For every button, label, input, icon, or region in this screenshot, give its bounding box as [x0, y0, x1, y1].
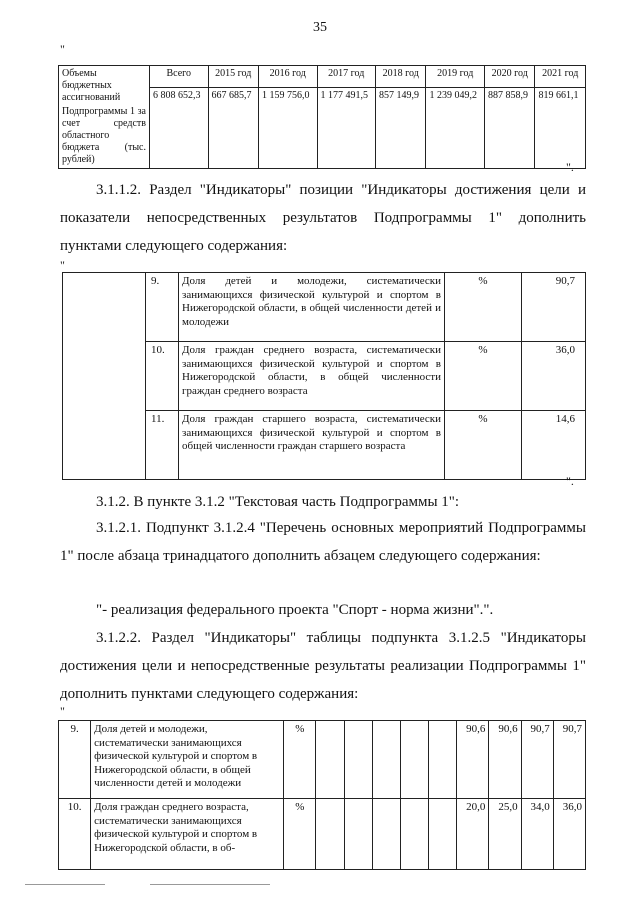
indicator-value: 25,0 [489, 799, 521, 870]
page-number: 35 [313, 20, 327, 35]
budget-col-header: 2021 год [535, 66, 586, 88]
empty-cell [344, 799, 372, 870]
budget-col-header: 2018 год [376, 66, 426, 88]
empty-cell [429, 799, 457, 870]
empty-cell [400, 721, 428, 799]
budget-value: 819 661,1 [535, 87, 586, 168]
empty-cell [344, 721, 372, 799]
indicator-value: 36,0 [522, 342, 586, 411]
budget-col-header: 2017 год [317, 66, 376, 88]
paragraph-3-1-2-2: 3.1.2.2. Раздел "Индикаторы" таблицы подпункта 3.1.2.5 "Индикаторы достижения цели и непосредственные результаты реализации Подпрограммы 1" дополнить пунктами следующего содержания: [60, 630, 586, 702]
budget-header-label: Объемы бюджетных ассигнований [62, 68, 121, 103]
quote-open-3: " [60, 704, 65, 718]
row-number: 9. [59, 721, 91, 799]
indicator-unit: % [445, 273, 522, 342]
indicator-value: 36,0 [553, 799, 585, 870]
table-row [59, 799, 586, 870]
indicators-table-1 [62, 272, 586, 480]
budget-col-header: 2015 год [208, 66, 258, 88]
empty-cell [429, 721, 457, 799]
budget-value: 6 808 652,3 [150, 87, 209, 168]
budget-col-header: 2019 год [426, 66, 485, 88]
paragraph-3-1-2-1: 3.1.2.1. Подпункт 3.1.2.4 "Перечень основных мероприятий Подпрограммы 1" после абзаца тринадцатого дополнить абзацем следующего содержания: [60, 520, 586, 564]
quote-open-1: " [60, 42, 65, 56]
indicator-unit: % [284, 799, 316, 870]
budget-value: 667 685,7 [208, 87, 258, 168]
indicator-value: 90,7 [521, 721, 553, 799]
budget-value: 1 159 756,0 [258, 87, 317, 168]
indicator-unit: % [445, 411, 522, 480]
paragraph-quote-sport: "- реализация федерального проекта "Спорт - норма жизни".". [96, 602, 494, 618]
budget-value: 1 177 491,5 [317, 87, 376, 168]
quote-close-1: ". [566, 160, 574, 174]
indicator-text: Доля граждан среднего возраста, систематически занимающихся физической культурой и спортом в Нижегородской области, в об- [91, 799, 284, 870]
indicators-table-2 [58, 720, 586, 870]
indicator-unit: % [284, 721, 316, 799]
indicator-text: Доля граждан старшего возраста, систематически занимающихся физической культурой и спортом в общей численности граждан старшего возраста [179, 411, 445, 480]
footer-divider [150, 884, 270, 885]
indicator-value: 34,0 [521, 799, 553, 870]
budget-col-header: 2016 год [258, 66, 317, 88]
empty-cell [316, 799, 344, 870]
indicator-value: 90,6 [457, 721, 489, 799]
table-row [59, 721, 586, 799]
table-row [63, 273, 586, 342]
budget-col-header: Всего [150, 66, 209, 88]
budget-value: 887 858,9 [485, 87, 535, 168]
indicator-text: Доля детей и молодежи, систематически занимающихся физической культурой и спортом в Нижегородской области, в общей численности детей и молодежи [179, 273, 445, 342]
row-number: 10. [59, 799, 91, 870]
empty-cell [400, 799, 428, 870]
empty-cell [372, 799, 400, 870]
budget-value: 857 149,9 [376, 87, 426, 168]
row-number: 9. [146, 273, 179, 342]
budget-col-header: 2020 год [485, 66, 535, 88]
quote-open-2: " [60, 258, 65, 272]
indicator-unit: % [445, 342, 522, 411]
indicator-value: 20,0 [457, 799, 489, 870]
paragraph-3-1-1-2: 3.1.1.2. Раздел "Индикаторы" позиции "Индикаторы достижения цели и показатели непосредственных результатов Подпрограммы 1" дополнить пунктами следующего содержания: [60, 182, 586, 254]
indicator-text: Доля детей и молодежи, систематически занимающихся физической культурой и спортом в Нижегородской области, в общей численности детей и молодежи [91, 721, 284, 799]
indicator-value: 90,7 [522, 273, 586, 342]
indicator-value: 14,6 [522, 411, 586, 480]
quote-close-2: ". [566, 474, 574, 488]
empty-cell [372, 721, 400, 799]
indicator-value: 90,7 [553, 721, 585, 799]
budget-label-cell [59, 66, 150, 169]
budget-value: 1 239 049,2 [426, 87, 485, 168]
paragraph-3-1-2: 3.1.2. В пункте 3.1.2 "Текстовая часть Подпрограммы 1": [96, 494, 460, 510]
footer-divider [25, 884, 105, 885]
budget-row-label: Подпрограммы 1 за счет средств областного бюджета (тыс. рублей) [62, 106, 146, 165]
budget-table [58, 65, 586, 169]
indicator-text: Доля граждан среднего возраста, систематически занимающихся физической культурой и спортом в Нижегородской области, в общей численности граждан среднего возраста [179, 342, 445, 411]
empty-cell [63, 273, 146, 480]
empty-cell [316, 721, 344, 799]
row-number: 11. [146, 411, 179, 480]
row-number: 10. [146, 342, 179, 411]
indicator-value: 90,6 [489, 721, 521, 799]
